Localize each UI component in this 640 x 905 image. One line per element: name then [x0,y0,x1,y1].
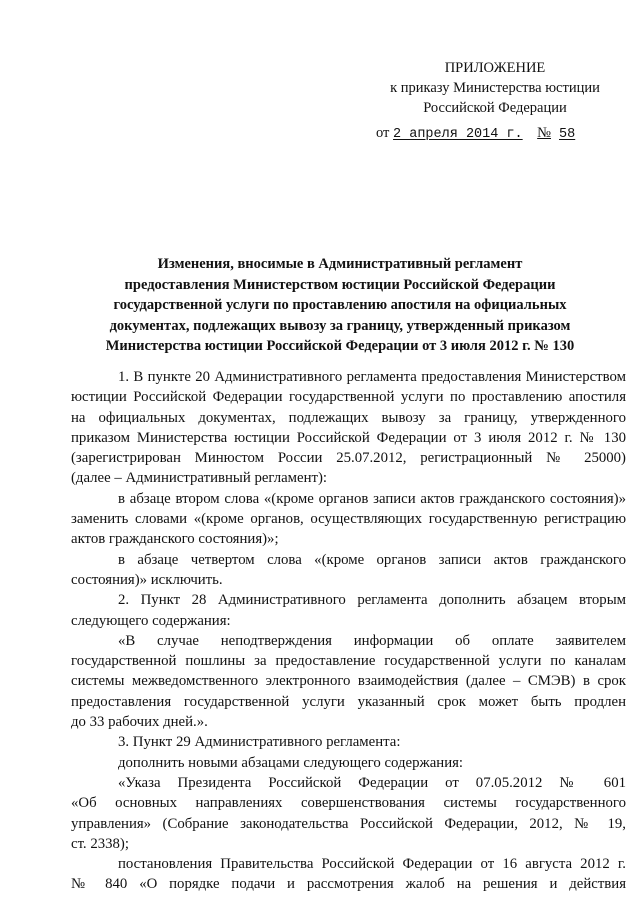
appendix-line-2: Российской Федерации [423,100,567,116]
body-line: постановления Правительства Российской Федерации от 16 августа 2012 г. [118,856,626,873]
body-line: 1. В пункте 20 Административного регламента предоставления Министерством [118,369,626,385]
appendix-header [382,58,608,118]
body-line: (зарегистрирован Минюстом России 25.07.2012, регистрационный № 25000) [71,450,626,467]
title-line: Изменения, вносимые в Административный регламент [157,256,523,272]
title-line: документах, подлежащих вывозу за границу, утвержденный приказом [109,317,571,334]
body-line: следующего содержания: [71,612,231,629]
appendix-title: ПРИЛОЖЕНИЕ [444,60,546,76]
order-number-label: № [537,125,551,141]
body-line: «Указа Президента Российской Федерации от 07.05.2012 № 601 [118,774,626,791]
order-date: 2 апреля 2014 г. [393,127,523,142]
body-line: юстиции Российской Федерации государственной услуги по проставлению апостиля [71,389,626,406]
body-line: предоставления государственной услуги указанный срок может быть продлен [71,693,626,710]
body-line: состояния)» исключить. [71,571,223,588]
body-line: 3. Пункт 29 Административного регламента: [118,734,401,751]
body-line: ст. 2338); [71,835,129,852]
body-line: в абзаце четвертом слова «(кроме органов записи актов гражданского [118,551,626,568]
body-line: актов гражданского состояния)»; [71,531,279,548]
title-line: государственной услуги по проставлению апостиля на официальных [113,297,567,313]
body-line: государственной пошлины за предоставление государственной услуги по каналам [71,653,626,670]
body-line: (далее – Административный регламент): [71,470,328,487]
order-date-line [376,125,589,142]
appendix-line-1: к приказу Министерства юстиции [390,80,600,96]
body-line: дополнить новыми абзацами следующего содержания: [118,754,464,771]
body-line: до 33 рабочих дней.». [71,714,208,731]
body-line: на официальных документах, подлежащих вывозу за границу, утвержденного [71,409,626,426]
order-prefix: от [376,125,390,141]
title-line: Министерства юстиции Российской Федерации от 3 июля 2012 г. № 130 [105,338,575,354]
body-line: системы межведомственного электронного взаимодействия (далее – СМЭВ) в срок [71,673,626,690]
title-line: предоставления Министерством юстиции Российской Федерации [124,276,556,293]
document-body [71,367,626,895]
body-line: заменить словами «(кроме органов, осуществляющих государственную регистрацию [71,511,626,528]
body-line: «В случае неподтверждения информации об оплате заявителем [118,632,626,649]
body-line: № 840 «О порядке подачи и рассмотрения жалоб на решения и действия [71,876,626,893]
document-title [80,254,600,357]
body-line: управления» (Собрание законодательства Российской Федерации, 2012, № 19, [71,815,626,832]
body-line: 2. Пункт 28 Административного регламента дополнить абзацем вторым [118,592,626,609]
order-number: 58 [559,127,576,142]
body-line: «Об основных направлениях совершенствования системы государственного [71,795,626,812]
body-line: в абзаце втором слова «(кроме органов записи актов гражданского состояния)» [118,490,626,507]
body-line: приказом Министерства юстиции Российской Федерации от 3 июля 2012 г. № 130 [71,429,626,446]
